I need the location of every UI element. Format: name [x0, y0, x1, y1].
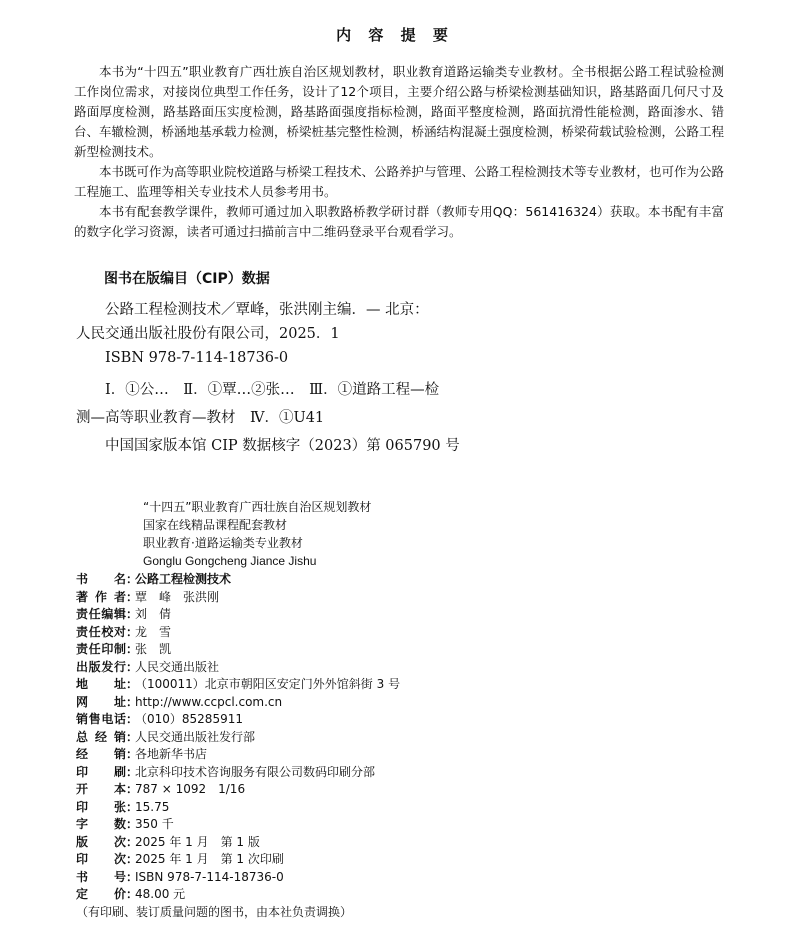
summary-paragraph-2: 本书既可作为高等职业院校道路与桥梁工程技术、公路养护与管理、公路工程检测技术等专业教材，也可作为公路工程施工、监理等相关专业技术人员参考用书。 — [74, 164, 725, 199]
spec-row — [76, 764, 716, 782]
series-line: 职业教育·道路运输类专业教材 — [143, 536, 303, 550]
spec-label-char: 话 — [113, 712, 126, 726]
spec-value: 48.00 元 — [135, 887, 186, 901]
spec-label-char: 次 — [113, 834, 126, 849]
spec-colon: ： — [126, 712, 139, 726]
spec-label — [76, 869, 126, 887]
spec-colon: ： — [126, 764, 139, 779]
spec-label — [76, 606, 126, 624]
spec-label-char: 任 — [88, 624, 101, 639]
spec-label-char: 任 — [88, 607, 101, 621]
spec-label-char: 版 — [88, 659, 101, 674]
spec-label-char: 版 — [76, 834, 89, 849]
spec-label-char: 开 — [76, 782, 89, 796]
spec-label-char: 张 — [113, 799, 126, 814]
summary-paragraph-1: 本书为“十四五”职业教育广西壮族自治区规划教材，职业教育道路运输类专业教材。全书根据公路工程试验检测工作岗位需求，对接岗位典型工作任务，设计了12个项目，主要介绍公路与桥梁检测基础知识，路基路面几何尺寸及路面厚度检测，路基路面压实度检测，路基路面强度指标检测，路面平整度检测，路面抗滑性能检测，路面渗水、错台、车辙检测，桥涵地基承载力检测，桥梁桩基完整性检测，桥涵结构混凝土强度检测，桥梁荷载试验检测，公路工程新型检测技术。 — [74, 64, 725, 159]
spec-colon: ： — [126, 677, 139, 691]
spec-colon: ： — [126, 729, 139, 744]
spec-value: 各地新华书店 — [135, 747, 208, 761]
spec-row — [76, 729, 716, 747]
spec-row — [76, 816, 716, 834]
spec-label-char: 地 — [76, 677, 89, 691]
series-info — [143, 498, 371, 570]
spec-row — [76, 589, 716, 607]
spec-label-char: 对 — [113, 624, 126, 639]
spec-label-char: 址 — [113, 694, 126, 709]
spec-label — [76, 764, 126, 782]
spec-row — [76, 851, 716, 869]
spec-colon: ： — [126, 642, 139, 656]
spec-label-char: 印 — [76, 852, 89, 866]
spec-colon: ： — [126, 852, 139, 866]
spec-label-char: 网 — [76, 694, 89, 709]
cip-line: 人民交通出版社股份有限公司，2025．1 — [76, 326, 340, 342]
spec-colon: ： — [126, 817, 139, 831]
spec-row — [76, 886, 716, 904]
spec-value: 2025 年 1 月 第 1 版 — [135, 834, 260, 849]
spec-label-char: 印 — [76, 799, 89, 814]
spec-row — [76, 834, 716, 852]
spec-label-char: 责 — [76, 642, 89, 656]
title-pinyin: Gonglu Gongcheng Jiance Jishu — [143, 554, 317, 568]
spec-label-char: 印 — [101, 642, 114, 656]
spec-label — [76, 641, 126, 659]
spec-colon: ： — [126, 887, 139, 901]
spec-label — [76, 659, 126, 677]
spec-label-char: 著 — [76, 589, 89, 604]
cip-line: 中国国家版本馆 CIP 数据核字（2023）第 065790 号 — [105, 438, 460, 454]
spec-row — [76, 641, 716, 659]
spec-label — [76, 746, 126, 764]
spec-row — [76, 799, 716, 817]
spec-value: http://www.ccpcl.com.cn — [135, 694, 283, 709]
spec-label — [76, 781, 126, 799]
spec-label-char: 总 — [76, 729, 89, 744]
spec-label-char: 销 — [113, 729, 126, 744]
spec-label-char: 者 — [113, 589, 126, 604]
spec-label — [76, 799, 126, 817]
summary-paragraph-3: 本书有配套教学课件，教师可通过加入职教路桥教学研讨群（教师专用QQ：561416324）获取。本书配有丰富的数字化学习资源，读者可通过扫描前言中二维码登录平台观看学习。 — [74, 204, 724, 239]
spec-row — [76, 676, 716, 694]
spec-label-char: 电 — [101, 712, 114, 726]
spec-label-char: 责 — [76, 624, 89, 639]
spec-value: 公路工程检测技术 — [135, 572, 232, 586]
spec-colon: ： — [126, 694, 139, 709]
spec-row — [76, 711, 716, 729]
spec-label — [76, 711, 126, 729]
spec-label-char: 编 — [101, 607, 114, 621]
spec-label-char: 次 — [113, 852, 126, 866]
spec-label — [76, 729, 126, 747]
spec-label-char: 发 — [101, 659, 114, 674]
spec-label — [76, 834, 126, 852]
series-line: 国家在线精品课程配套教材 — [143, 518, 288, 532]
spec-colon: ： — [126, 782, 139, 796]
spec-label-char: 字 — [76, 817, 89, 831]
series-line: “十四五”职业教育广西壮族自治区规划教材 — [143, 500, 372, 514]
spec-row — [76, 659, 716, 677]
spec-row — [76, 869, 716, 887]
spec-label-char: 售 — [88, 712, 101, 726]
spec-colon: ： — [126, 747, 139, 761]
spec-label — [76, 624, 126, 642]
spec-label-char: 刷 — [113, 764, 126, 779]
spec-value: 北京科印技术咨询服务有限公司数码印刷分部 — [135, 764, 376, 779]
spec-colon: ： — [126, 799, 139, 814]
spec-label — [76, 851, 126, 869]
spec-label-char: 制 — [113, 642, 126, 656]
spec-value: 人民交通出版社发行部 — [135, 729, 256, 744]
spec-label — [76, 816, 126, 834]
spec-colon: ： — [126, 572, 139, 586]
spec-label-char: 行 — [113, 659, 126, 674]
spec-row — [76, 694, 716, 712]
cip-title: 图书在版编目（CIP）数据 — [104, 271, 270, 287]
cip-data — [76, 298, 716, 458]
spec-label-char: 印 — [76, 764, 89, 779]
spec-label-char: 作 — [94, 589, 107, 604]
spec-colon: ： — [126, 589, 139, 604]
spec-value: 覃 峰 张洪刚 — [135, 589, 220, 604]
spec-label — [76, 589, 126, 607]
spec-label-char: 校 — [101, 624, 114, 639]
cip-line: ISBN 978-7-114-18736-0 — [105, 350, 289, 366]
spec-label-char: 辑 — [113, 607, 126, 621]
spec-label-char: 销 — [76, 712, 89, 726]
spec-label-char: 任 — [88, 642, 101, 656]
spec-value: 15.75 — [135, 799, 170, 814]
summary-heading: 内 容 提 要 — [336, 26, 454, 44]
cip-line: 测—高等职业教育—教材 Ⅳ．①U41 — [76, 410, 325, 426]
spec-label-char: 责 — [76, 607, 89, 621]
spec-label-char: 书 — [76, 869, 89, 884]
spec-value: 350 千 — [135, 817, 174, 831]
spec-colon: ： — [126, 834, 139, 849]
spec-label-char: 数 — [113, 817, 126, 831]
spec-value: 人民交通出版社 — [135, 659, 220, 674]
spec-value: （100011）北京市朝阳区安定门外外馆斜街 3 号 — [135, 677, 401, 691]
spec-label-char: 经 — [76, 747, 89, 761]
spec-label-char: 出 — [76, 659, 89, 674]
publication-specs — [76, 571, 716, 921]
cip-line: Ⅰ．①公… Ⅱ．①覃…②张… Ⅲ．①道路工程—检 — [105, 382, 440, 398]
spec-label-char: 经 — [94, 729, 107, 744]
spec-value: 2025 年 1 月 第 1 次印刷 — [135, 852, 284, 866]
spec-value: 刘 倩 — [135, 607, 172, 621]
spec-label-char: 书 — [76, 572, 89, 586]
spec-label-char: 址 — [113, 677, 126, 691]
spec-label — [76, 886, 126, 904]
spec-label — [76, 676, 126, 694]
spec-colon: ： — [126, 869, 139, 884]
spec-row — [76, 781, 716, 799]
spec-row — [76, 606, 716, 624]
spec-value: （010）85285911 — [135, 712, 243, 726]
spec-value: ISBN 978-7-114-18736-0 — [135, 869, 284, 884]
cip-line: 公路工程检测技术／覃峰，张洪刚主编．— 北京： — [105, 302, 429, 318]
spec-label-char: 销 — [113, 747, 126, 761]
spec-label-char: 价 — [113, 887, 126, 901]
spec-label-char: 号 — [113, 869, 126, 884]
spec-row — [76, 571, 716, 589]
spec-row — [76, 746, 716, 764]
spec-colon: ： — [126, 624, 139, 639]
spec-value: 龙 雪 — [135, 624, 172, 639]
spec-colon: ： — [126, 659, 139, 674]
spec-label — [76, 694, 126, 712]
spec-label-char: 本 — [113, 782, 126, 796]
spec-label-char: 名 — [113, 572, 126, 586]
summary-text — [74, 62, 724, 242]
spec-label — [76, 571, 126, 589]
spec-row — [76, 624, 716, 642]
spec-value: 787 × 1092 1/16 — [135, 782, 246, 796]
quality-note: （有印刷、装订质量问题的图书，由本社负责调换） — [76, 904, 353, 919]
spec-colon: ： — [126, 607, 139, 621]
spec-label-char: 定 — [76, 887, 89, 901]
spec-value: 张 凯 — [135, 642, 172, 656]
